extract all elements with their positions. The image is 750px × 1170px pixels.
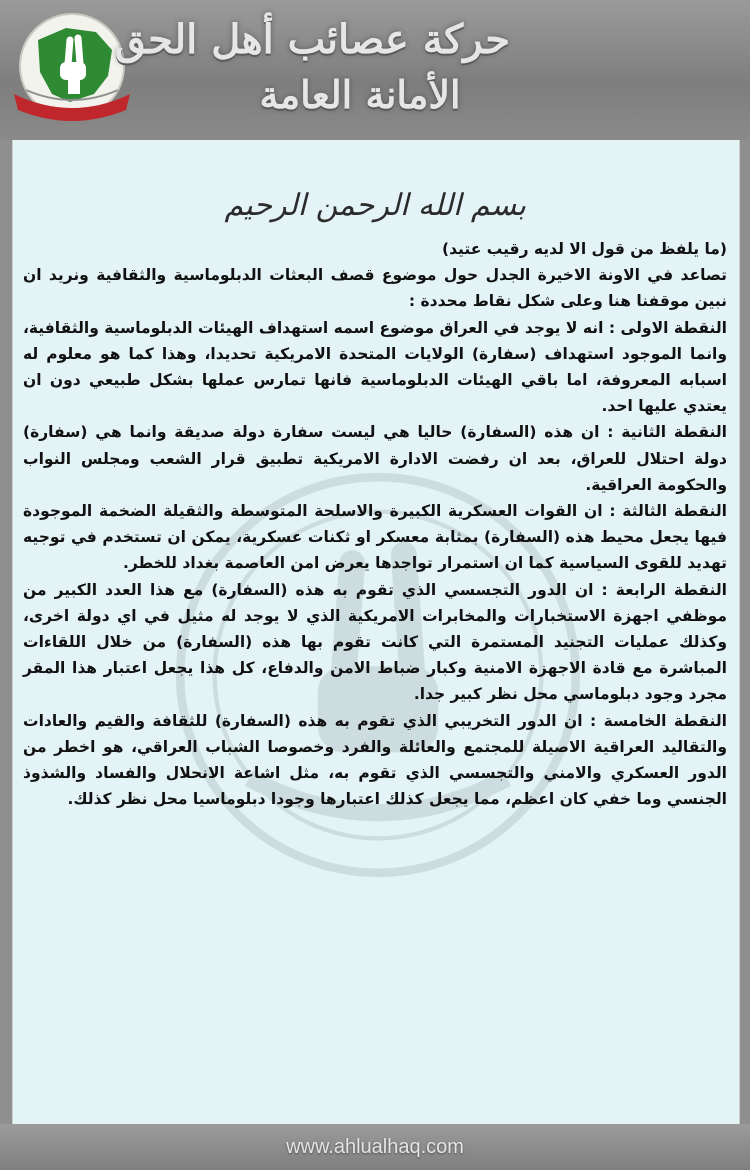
point-one: النقطة الاولى : انه لا يوجد في العراق موضوع اسمه استهداف الهيئات الدبلوماسية والثقافية، وانما الموجود استهداف (سفارة) الولايات المتحدة الامريكية تحديدا، وهذا كما هو معلوم له اسبابه المعروفة، اما باقي الهيئات الدبلوماسية فانها تمارس عملها بشكل طبيعي دون ان يعتدي عليها احد. — [23, 318, 727, 416]
secretariat-title: الأمانة العامة — [259, 72, 461, 117]
quran-verse: (ما يلفظ من قول الا لديه رقيب عتيد) — [442, 240, 727, 258]
statement-body — [23, 236, 727, 812]
movement-name: حركة عصائب أهل الحق — [114, 16, 510, 63]
point-five: النقطة الخامسة : ان الدور التخريبي الذي تقوم به هذه (السفارة) للثقافة والقيم والعادات والتقاليد العراقية الاصيلة للمجتمع والعائلة والفرد وخصوصا الشباب العراقي، هو اخطر من الدور العسكري والامني والتجسسي الذي تقوم به، مثل اشاعة الانحلال والفساد والشذوذ الجنسي وما خفي كان اعظم، مما يجعل كذلك اعتبارها وجودا دبلوماسيا محل نظر كذلك. — [23, 711, 727, 809]
basmala-calligraphy: بسم الله الرحمن الرحيم — [224, 188, 526, 223]
title-block — [114, 12, 510, 132]
website-url: www.ahlualhaq.com — [286, 1136, 464, 1158]
point-four: النقطة الرابعة : ان الدور التجسسي الذي تقوم به هذه (السفارة) مع هذا العدد الكبير من موظفي اجهزة الاستخبارات والمخابرات الامريكية الذي لا يوجد له مثيل في اي دولة اخرى، وكذلك عمليات التجنيد المستمرة التي كانت تقوم بها هذه (السفارة) من خلال اللقاءات المباشرة مع قادة الاجهزة الامنية وكبار ضباط الامن والدفاع، كل هذا يجعل اعتبار هذا المقر مجرد وجود دبلوماسي محل نظر كبير جدا. — [23, 580, 727, 704]
statement-content — [12, 140, 740, 1124]
point-three: النقطة الثالثة : ان القوات العسكرية الكبيرة والاسلحة المتوسطة والثقيلة الضخمة الموجودة فيها يجعل محيط هذه (السفارة) بمثابة معسكر او ثكنات عسكرية، يمكن ان تستخدم في توجيه تهديد للقوى السياسية كما ان استمرار تواجدها يعرض امن العاصمة بغداد للخطر. — [23, 502, 727, 573]
header-banner — [0, 0, 750, 140]
footer-bar — [0, 1124, 750, 1170]
point-two: النقطة الثانية : ان هذه (السفارة) حاليا هي ليست سفارة دولة صديقة وانما هي (سفارة) دولة احتلال للعراق، بعد ان رفضت الادارة الامريكية تطبيق قرار الشعب ومجلس النواب والحكومة العراقية. — [23, 423, 727, 494]
intro-paragraph: تصاعد في الاونة الاخيرة الجدل حول موضوع قصف البعثات الدبلوماسية والثقافية ونريد ان نبين موقفنا هنا وعلى شكل نقاط محددة : — [23, 266, 727, 311]
